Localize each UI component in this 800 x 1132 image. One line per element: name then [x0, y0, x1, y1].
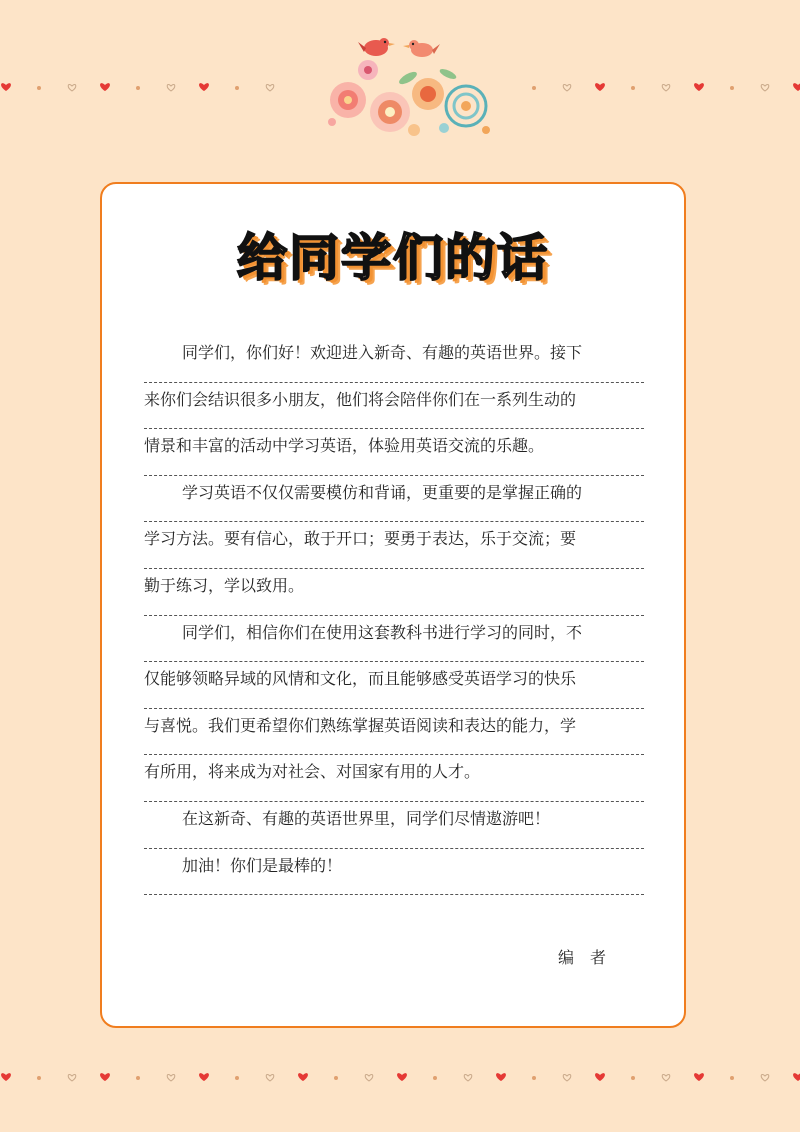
- heart-icon: [496, 1073, 506, 1081]
- bird-icon: [403, 40, 440, 57]
- dot-icon: [136, 86, 140, 90]
- flower-icon: [446, 86, 486, 126]
- heart-outline-icon: [662, 85, 670, 91]
- flower-icon: [370, 92, 410, 132]
- dot-icon: [334, 1076, 338, 1080]
- letter-line: 加油！你们是最棒的！: [144, 849, 644, 896]
- letter-line: 学习英语不仅仅需要模仿和背诵，更重要的是掌握正确的: [144, 476, 644, 523]
- letter-line: 来你们会结识很多小朋友，他们将会陪伴你们在一系列生动的: [144, 383, 644, 430]
- bird-icon: [358, 38, 395, 56]
- heart-outline-icon: [266, 1075, 274, 1081]
- letter-line: 在这新奇、有趣的英语世界里，同学们尽情遨游吧！: [144, 802, 644, 849]
- heart-icon: [1, 1073, 11, 1081]
- page-title: 给同学们的话: [237, 229, 549, 287]
- dot-icon: [730, 1076, 734, 1080]
- heart-outline-icon: [365, 1075, 373, 1081]
- flower-icon: [412, 78, 444, 110]
- heart-icon: [100, 1073, 110, 1081]
- heart-outline-icon: [68, 85, 76, 91]
- heart-icon: [694, 83, 704, 91]
- heart-outline-icon: [563, 85, 571, 91]
- dot-icon: [235, 86, 239, 90]
- letter-line: 学习方法。要有信心，敢于开口；要勇于表达，乐于交流；要: [144, 522, 644, 569]
- letter-line: 仅能够领略异域的风情和文化，而且能够感受英语学习的快乐: [144, 662, 644, 709]
- heart-icon: [298, 1073, 308, 1081]
- dot-icon: [631, 1076, 635, 1080]
- letter-line: 同学们，相信你们在使用这套教科书进行学习的同时，不: [144, 616, 644, 663]
- decorative-border-bottom: [0, 1068, 800, 1088]
- heart-icon: [199, 83, 209, 91]
- letter-line: 同学们，你们好！欢迎进入新奇、有趣的英语世界。接下: [144, 336, 644, 383]
- dot-icon: [235, 1076, 239, 1080]
- dot-icon: [433, 1076, 437, 1080]
- dot-icon: [730, 86, 734, 90]
- floral-bird-illustration: [318, 30, 498, 140]
- heart-icon: [1, 83, 11, 91]
- heart-icon: [199, 1073, 209, 1081]
- dot-icon: [136, 1076, 140, 1080]
- letter-line: 情景和丰富的活动中学习英语，体验用英语交流的乐趣。: [144, 429, 644, 476]
- heart-icon: [694, 1073, 704, 1081]
- heart-outline-icon: [68, 1075, 76, 1081]
- heart-outline-icon: [563, 1075, 571, 1081]
- letter-line: 有所用，将来成为对社会、对国家有用的人才。: [144, 755, 644, 802]
- heart-icon: [397, 1073, 407, 1081]
- heart-outline-icon: [167, 85, 175, 91]
- heart-icon: [595, 1073, 605, 1081]
- signature: 编 者: [558, 948, 607, 967]
- heart-outline-icon: [464, 1075, 472, 1081]
- flower-icon: [330, 82, 366, 118]
- letter-line: 与喜悦。我们更希望你们熟练掌握英语阅读和表达的能力，学: [144, 709, 644, 756]
- dot-icon: [631, 86, 635, 90]
- heart-icon: [793, 83, 800, 91]
- heart-outline-icon: [266, 85, 274, 91]
- heart-outline-icon: [662, 1075, 670, 1081]
- dot-icon: [532, 86, 536, 90]
- heart-icon: [100, 83, 110, 91]
- heart-icon: [793, 1073, 800, 1081]
- flower-icon: [358, 60, 378, 80]
- letter-body: [144, 336, 644, 895]
- letter-line: 勤于练习，学以致用。: [144, 569, 644, 616]
- dot-icon: [37, 1076, 41, 1080]
- heart-outline-icon: [167, 1075, 175, 1081]
- dot-icon: [37, 86, 41, 90]
- heart-icon: [595, 83, 605, 91]
- heart-outline-icon: [761, 1075, 769, 1081]
- heart-outline-icon: [761, 85, 769, 91]
- dot-icon: [532, 1076, 536, 1080]
